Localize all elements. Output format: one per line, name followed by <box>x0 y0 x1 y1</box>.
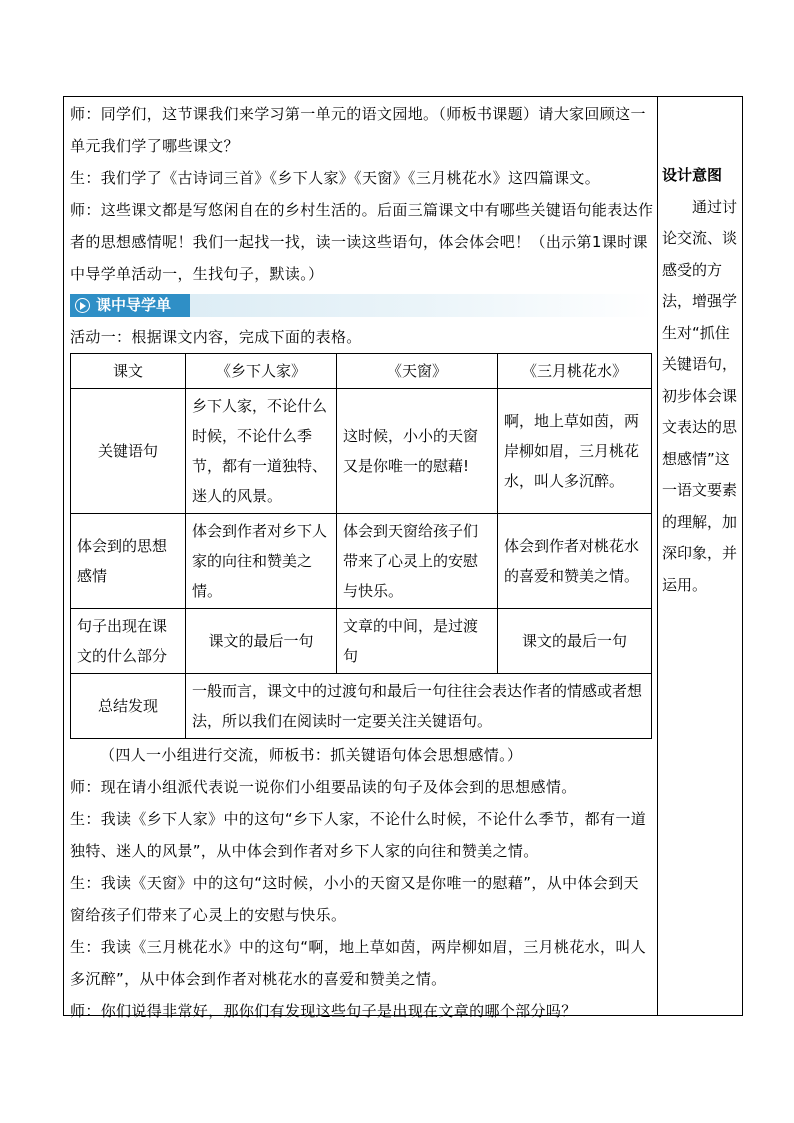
table-cell: 课文的最后一句 <box>498 609 652 674</box>
table-header-row <box>71 354 652 389</box>
table-row <box>71 609 652 674</box>
intro-paragraph-2: 生：我们学了《古诗词三首》《乡下人家》《天窗》《三月桃花水》这四篇课文。 <box>70 169 601 187</box>
after-paragraph-4: 生：我读《天窗》中的这句“这时候，小小的天窗又是你唯一的慰藉”，从中体会到天窗给孩子们带来了心灵上的安慰与快乐。 <box>70 874 639 924</box>
section-banner <box>70 294 654 317</box>
table-cell: 体会到作者对乡下人家的向往和赞美之情。 <box>186 514 337 609</box>
row-label: 句子出现在课文的什么部分 <box>71 609 186 674</box>
banner-tag <box>70 294 190 317</box>
after-paragraph-6: 师：你们说得非常好，那你们有发现这些句子是出现在文章的哪个部分吗？ <box>70 1002 577 1020</box>
design-intent-column <box>662 160 738 601</box>
row-label: 体会到的思想感情 <box>71 514 186 609</box>
table-cell: 体会到天窗给孩子们带来了心灵上的安慰与快乐。 <box>337 514 498 609</box>
table-cell: 这时候，小小的天窗又是你唯一的慰藉! <box>337 389 498 514</box>
table-cell: 文章的中间，是过渡句 <box>337 609 498 674</box>
table-cell: 乡下人家，不论什么时候，不论什么季节，都有一道独特、迷人的风景。 <box>186 389 337 514</box>
lesson-main-column <box>70 98 654 1027</box>
design-intent-title: 设计意图 <box>662 166 723 184</box>
row-label: 关键语句 <box>71 389 186 514</box>
after-paragraph-1: （四人一小组进行交流，师板书：抓关键语句体会思想感情。） <box>100 746 523 764</box>
table-header-cell: 《乡下人家》 <box>186 354 337 389</box>
analysis-table <box>70 353 652 739</box>
intro-paragraph-3: 师：这些课文都是写悠闲自在的乡村生活的。后面三篇课文中有哪些关键语句能表达作者的思想感情呢！我们一起找一找，读一读这些语句，体会体会吧！（出示第1课时课中导学单活动一，生找句子，默读。） <box>70 201 654 283</box>
activity-title: 活动一：根据课文内容，完成下面的表格。 <box>70 328 362 346</box>
table-cell: 体会到作者对桃花水的喜爱和赞美之情。 <box>498 514 652 609</box>
summary-cell: 一般而言，课文中的过渡句和最后一句往往会表达作者的情感或者想法，所以我们在阅读时一定要关注关键语句。 <box>186 674 652 739</box>
table-cell: 课文的最后一句 <box>186 609 337 674</box>
design-intent-body: 通过讨论交流、谈感受的方法，增强学生对“抓住关键语句，初步体会课文表达的思想感情”这一语文要素的理解，加深印象，并运用。 <box>662 197 738 594</box>
after-paragraph-5: 生：我读《三月桃花水》中的这句“啊，地上草如茵，两岸柳如眉，三月桃花水，叫人多沉醉”，从中体会到作者对桃花水的喜爱和赞美之情。 <box>70 938 647 988</box>
table-row <box>71 514 652 609</box>
after-paragraph-3: 生：我读《乡下人家》中的这句“乡下人家，不论什么时候，不论什么季节，都有一道独特、迷人的风景”，从中体会到作者对乡下人家的向往和赞美之情。 <box>70 810 647 860</box>
table-summary-row <box>71 674 652 739</box>
table-cell: 啊，地上草如茵，两岸柳如眉，三月桃花水，叫人多沉醉。 <box>498 389 652 514</box>
table-row <box>71 389 652 514</box>
play-circle-icon <box>75 298 90 313</box>
intro-paragraph-1: 师：同学们，这节课我们来学习第一单元的语文园地。（师板书课题）请大家回顾这一单元我们学了哪些课文？ <box>70 105 646 155</box>
table-header-cell: 《天窗》 <box>337 354 498 389</box>
table-header-cell: 《三月桃花水》 <box>498 354 652 389</box>
row-label: 总结发现 <box>71 674 186 739</box>
table-header-cell: 课文 <box>71 354 186 389</box>
column-divider <box>657 96 658 1016</box>
banner-label: 课中导学单 <box>96 296 172 314</box>
after-paragraph-2: 师：现在请小组派代表说一说你们小组要品读的句子及体会到的思想感情。 <box>70 778 577 796</box>
